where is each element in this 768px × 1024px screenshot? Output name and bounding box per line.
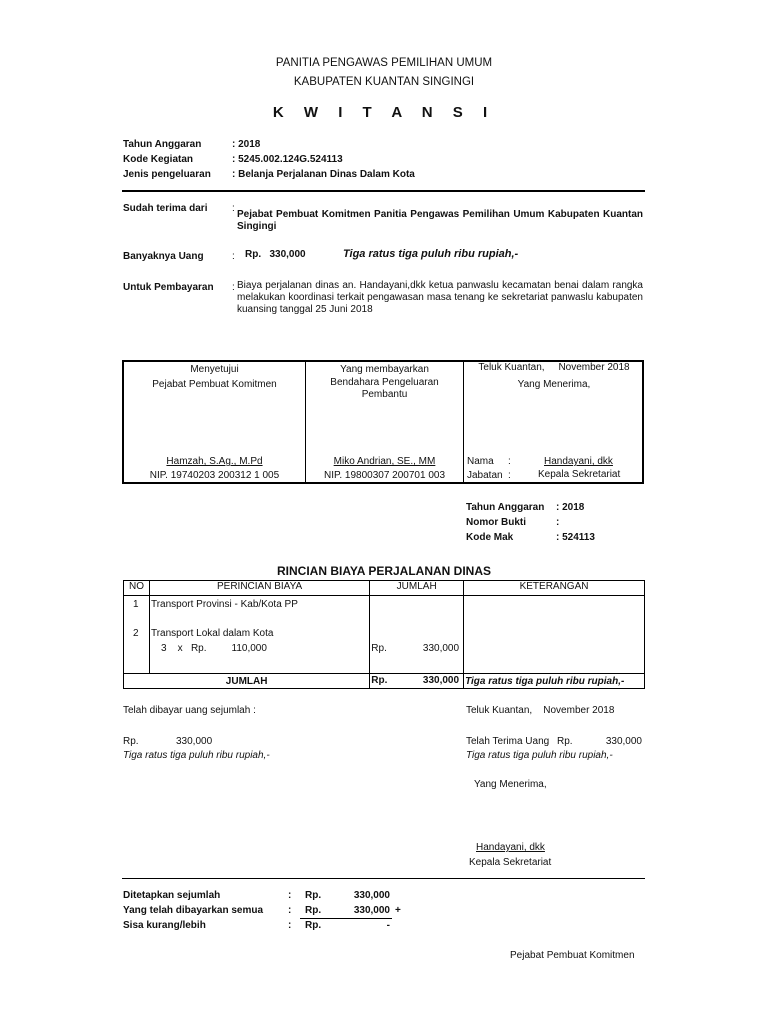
col-header-no: NO xyxy=(124,581,150,596)
purpose-value: Biaya perjalanan dinas an. Handayani,dkk ketua panwaslu kecamatan benai dalam rangka melakukan koordinasi terkait pengawasan masa tenang ke sekretariat panwaslu kabupaten kuansing tanggal 25 Juni 2018 xyxy=(237,280,643,315)
sign-approve-role: Pejabat Pembuat Komitmen xyxy=(152,379,277,390)
sign-approve-nip: NIP. 19740203 200312 1 005 xyxy=(149,470,280,481)
receiver-name-colon: : xyxy=(508,456,511,467)
purpose-colon: : xyxy=(232,282,235,293)
summary-label: Yang telah dibayarkan semua xyxy=(123,905,264,916)
cell-no xyxy=(124,596,150,674)
rincian-table xyxy=(123,580,645,689)
from-label: Sudah terima dari xyxy=(123,203,208,214)
col-header-note: KETERANGAN xyxy=(464,581,645,596)
meta-label: Jenis pengeluaran xyxy=(123,169,211,180)
divider xyxy=(122,190,645,192)
summary-colon: : xyxy=(288,920,292,931)
summary-amount: - xyxy=(386,920,390,931)
meta-value: : 2018 xyxy=(232,139,261,150)
from-value: Pejabat Pembuat Komitmen Panitia Pengawas Pemilihan Umum Kabupaten Kuantan Singingi xyxy=(237,209,643,232)
cell-desc xyxy=(149,596,369,674)
meta2-value: : 2018 xyxy=(556,502,585,513)
meta-label: Tahun Anggaran xyxy=(123,139,202,150)
meta-label: Kode Kegiatan xyxy=(123,154,194,165)
rincian-title: RINCIAN BIAYA PERJALANAN DINAS xyxy=(276,564,492,578)
sign-payer-role: Bendahara Pengeluaran xyxy=(330,377,439,388)
receiver-role-colon: : xyxy=(508,470,511,481)
item-amount-currency: Rp. xyxy=(371,643,387,654)
cell-amount xyxy=(370,596,464,674)
paid-amount: 330,000 xyxy=(176,736,213,747)
sign-payer-name: Miko Andrian, SE., MM xyxy=(333,456,436,467)
footer-role: Pejabat Pembuat Komitmen xyxy=(510,950,635,961)
sign-approve-name: Hamzah, S.Ag., M.Pd xyxy=(166,456,263,467)
table-header-row xyxy=(124,581,645,596)
org-name: PANITIA PENGAWAS PEMILIHAN UMUM xyxy=(275,57,493,69)
summary-currency: Rp. xyxy=(305,890,322,901)
sign-approve-label: Menyetujui xyxy=(190,364,239,375)
total-amount-cell xyxy=(370,674,464,689)
item-no: 1 xyxy=(133,599,139,610)
receiver-role: Kepala Sekretariat xyxy=(538,469,621,480)
region-name: KABUPATEN KUANTAN SINGINGI xyxy=(293,76,475,88)
amount-words: Tiga ratus tiga puluh ribu rupiah,- xyxy=(343,248,519,260)
summary-amount: 330,000 xyxy=(353,890,390,901)
total-label: JUMLAH xyxy=(124,674,370,689)
received-words: Tiga ratus tiga puluh ribu rupiah,- xyxy=(466,750,613,761)
sign-payer-role-2: Pembantu xyxy=(361,389,408,400)
receiver-name: Handayani, dkk xyxy=(544,456,613,467)
divider xyxy=(122,878,645,879)
summary-colon: : xyxy=(288,905,292,916)
meta2-label: Nomor Bukti xyxy=(466,517,526,528)
summary-label: Sisa kurang/lebih xyxy=(123,920,206,931)
table-row xyxy=(124,596,645,674)
summary-operator: + xyxy=(395,905,401,916)
total-amount: 330,000 xyxy=(422,675,460,686)
meta2-value: : 524113 xyxy=(556,532,595,543)
amount-colon: : xyxy=(232,251,235,262)
sign-receiver-date: Teluk Kuantan, November 2018 xyxy=(478,362,630,373)
item-no: 2 xyxy=(133,628,139,639)
summary-amount: 330,000 xyxy=(353,905,390,916)
summary-currency: Rp. xyxy=(305,920,322,931)
total-words: Tiga ratus tiga puluh ribu rupiah,- xyxy=(464,674,645,689)
document-title: K W I T A N S I xyxy=(272,104,496,121)
purpose-label: Untuk Pembayaran xyxy=(123,282,214,293)
receiver-role-label: Jabatan xyxy=(467,470,503,481)
from-colon: : xyxy=(232,203,235,214)
meta2-value: : xyxy=(556,517,560,528)
meta2-label: Tahun Anggaran xyxy=(466,502,545,513)
sign-payer-nip: NIP. 19800307 200701 003 xyxy=(323,470,446,481)
item-desc: Transport Provinsi - Kab/Kota PP xyxy=(150,599,298,610)
meta-value: : Belanja Perjalanan Dinas Dalam Kota xyxy=(232,169,415,180)
table-total-row xyxy=(124,674,645,689)
receiver-sign-role: Kepala Sekretariat xyxy=(469,857,552,868)
col-header-desc: PERINCIAN BIAYA xyxy=(149,581,369,596)
total-currency: Rp. xyxy=(371,675,388,686)
summary-currency: Rp. xyxy=(305,905,322,916)
amount-value: Rp. 330,000 xyxy=(245,249,306,260)
receiver-sign-name: Handayani, dkk xyxy=(476,842,545,853)
summary-colon: : xyxy=(288,890,292,901)
col-header-amount: JUMLAH xyxy=(370,581,464,596)
amount-label: Banyaknya Uang xyxy=(123,251,204,262)
item-calc: 3 x Rp. 110,000 xyxy=(160,643,267,654)
receiver-title: Yang Menerima, xyxy=(474,779,547,790)
received-currency: Rp. xyxy=(557,736,573,747)
sign-receiver-label: Yang Menerima, xyxy=(517,379,591,390)
meta2-label: Kode Mak xyxy=(466,532,514,543)
received-date: Teluk Kuantan, November 2018 xyxy=(466,705,615,716)
paid-words: Tiga ratus tiga puluh ribu rupiah,- xyxy=(123,750,270,761)
received-label: Telah Terima Uang xyxy=(466,736,550,747)
received-amount: 330,000 xyxy=(605,736,642,747)
sum-line xyxy=(300,918,392,919)
receiver-name-label: Nama xyxy=(467,456,494,467)
item-amount: 330,000 xyxy=(422,643,460,654)
summary-label: Ditetapkan sejumlah xyxy=(123,890,221,901)
item-desc: Transport Lokal dalam Kota xyxy=(150,628,274,639)
paid-label: Telah dibayar uang sejumlah : xyxy=(123,705,256,716)
meta-value: : 5245.002.124G.524113 xyxy=(232,154,343,165)
cell-note xyxy=(464,596,645,674)
sign-payer-label: Yang membayarkan xyxy=(340,364,429,375)
paid-currency: Rp. xyxy=(123,736,139,747)
